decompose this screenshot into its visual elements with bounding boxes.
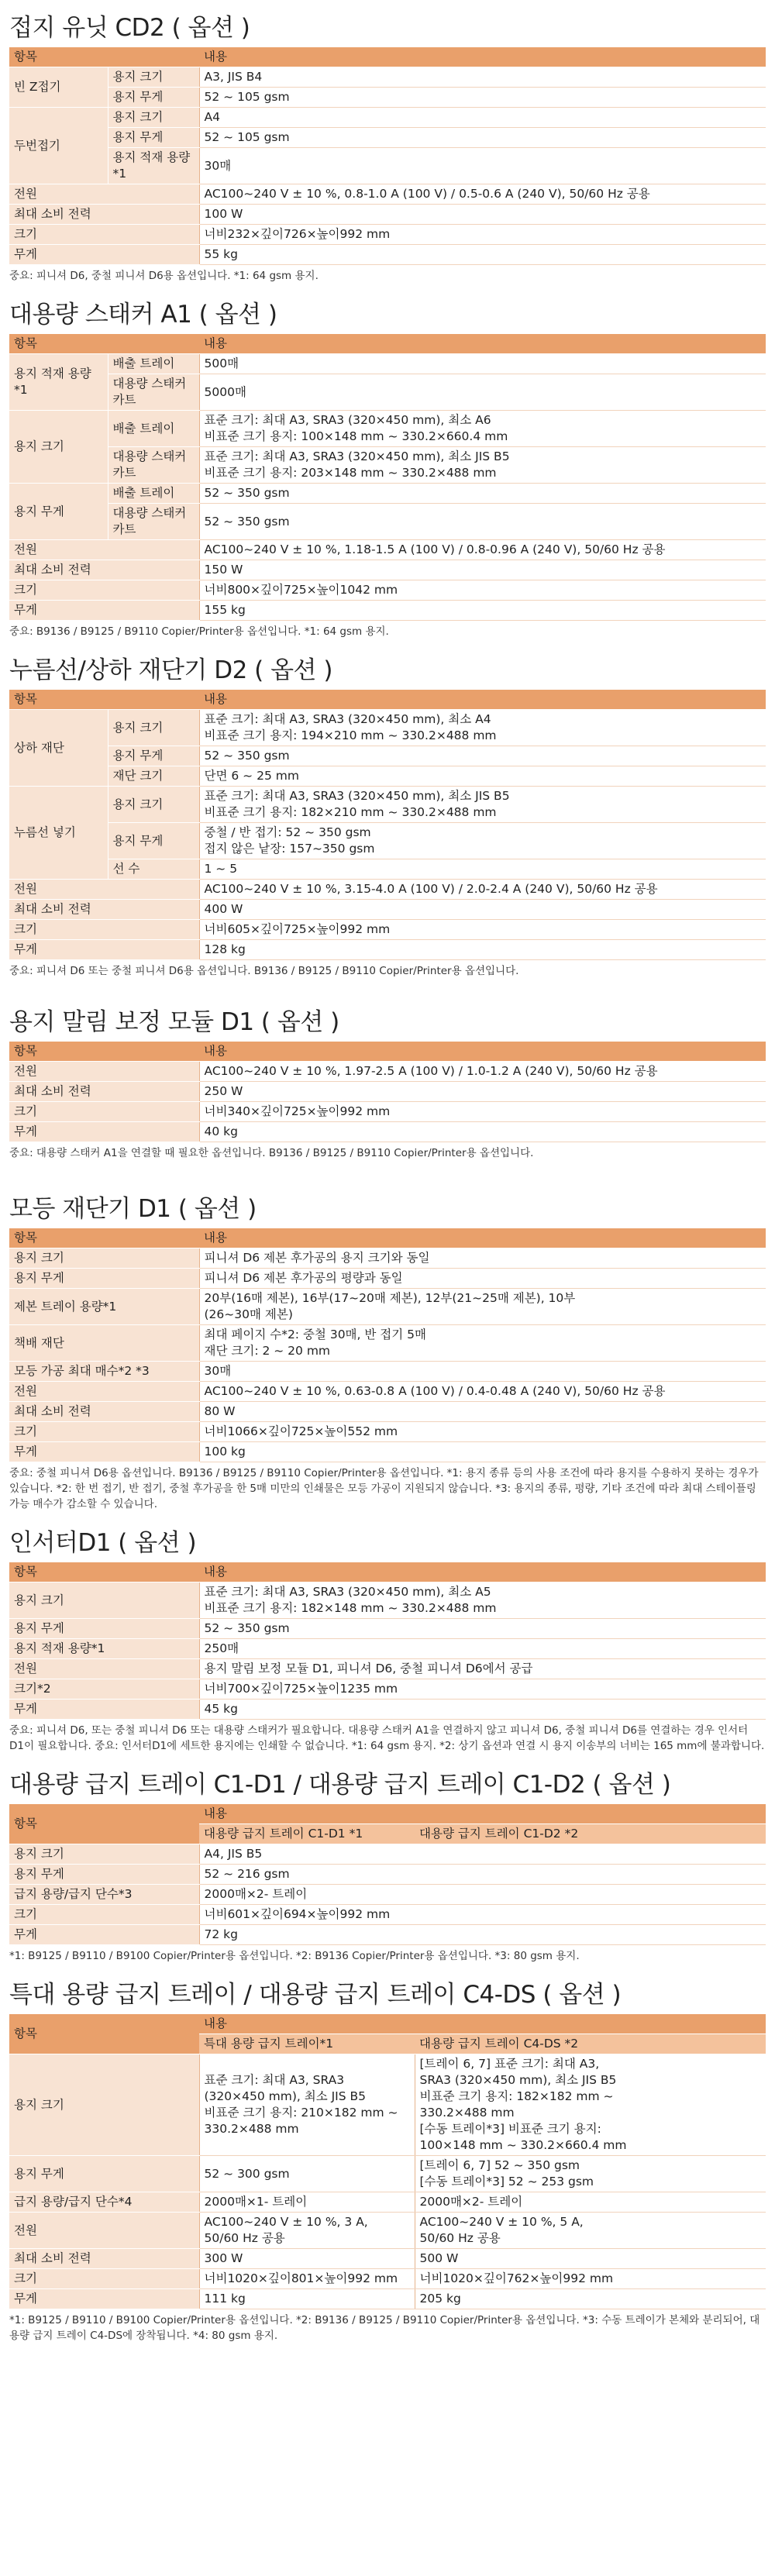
row-key: 대용량 스태커 카트: [108, 504, 199, 540]
section-decurler-d1: [9, 1002, 766, 1161]
table-row: [9, 2213, 766, 2249]
header-item: 항목: [9, 1562, 199, 1582]
table-row: [9, 1269, 766, 1289]
row-key: 대용량 스태커 카트: [108, 374, 199, 411]
table-row: [9, 1248, 766, 1269]
row-value: 용지 말림 보정 모듈 D1, 피니셔 D6, 중철 피니셔 D6에서 공급: [199, 1659, 766, 1679]
table-row: [9, 2269, 766, 2289]
table-row: [9, 2249, 766, 2269]
row-value: A4: [199, 108, 766, 128]
table-row: [9, 1289, 766, 1325]
row-value: 250 W: [199, 1082, 766, 1102]
row-group: 크기: [9, 920, 199, 940]
row-group: 무게: [9, 1925, 199, 1945]
table-header: [9, 690, 766, 710]
row-value: 250매: [199, 1639, 766, 1659]
row-group: 전원: [9, 1062, 199, 1082]
row-value: AC100~240 V ± 10 %, 1.97-2.5 A (100 V) / 1.0-1.2 A (240 V), 50/60 Hz 공용: [199, 1062, 766, 1082]
row-value: 표준 크기: 최대 A3, SRA3 (320×450 mm), 최소 JIS B5 비표준 크기 용지: 182×210 mm ~ 330.2×488 mm: [199, 787, 766, 823]
table-row: [9, 2054, 766, 2156]
row-group: 전원: [9, 1382, 199, 1402]
row-group: 최대 소비 전력: [9, 2249, 199, 2269]
table-row: [9, 2156, 766, 2192]
section-title: 접지 유닛 CD2 ( 옵션 ): [9, 14, 250, 42]
spec-table: [9, 1228, 766, 1462]
table-row: [9, 540, 766, 560]
row-value-a: 300 W: [199, 2249, 415, 2269]
header-item: 항목: [9, 1228, 199, 1248]
header-item: 항목: [9, 1042, 199, 1062]
row-group: 최대 소비 전력: [9, 1082, 199, 1102]
row-key: 재단 크기: [108, 766, 199, 787]
section-note: 중요: 피니셔 D6, 또는 중철 피니셔 D6 또는 대용량 스태커가 필요합니다. 대용량 스태커 A1을 연결하지 않고 피니셔 D6, 중철 피니셔 D6를 연결하는 경우 인서터 D1이 필요합니다. 중요: 인서터D1에 세트한 용지에는 인쇄할 수 없습니다. *1: 64 gsm 용지. *2: 상기 옵션과 연결 시 용지 이송부의 너비는 165 mm에 불과합니다.: [9, 1724, 765, 1752]
row-group: 제본 트레이 용량*1: [9, 1289, 199, 1325]
header-content: 내용: [199, 1804, 766, 1824]
row-value: 1 ~ 5: [199, 859, 766, 880]
row-value: 52 ~ 105 gsm: [199, 88, 766, 108]
row-value: 100 W: [199, 205, 766, 225]
row-group: 용지 무게: [9, 2156, 199, 2192]
row-value: 너비232×깊이726×높이992 mm: [199, 225, 766, 245]
table-row: [9, 1700, 766, 1720]
table-row: [9, 1442, 766, 1462]
table-row: [9, 900, 766, 920]
row-value-a: 52 ~ 300 gsm: [199, 2156, 415, 2192]
table-row: [9, 108, 766, 128]
row-value: AC100~240 V ± 10 %, 0.63-0.8 A (100 V) / 0.4-0.48 A (240 V), 50/60 Hz 공용: [199, 1382, 766, 1402]
row-value: 52 ~ 350 gsm: [199, 746, 766, 766]
row-value-a: 111 kg: [199, 2289, 415, 2309]
table-row: [9, 2192, 766, 2213]
section-title: 누름선/상하 재단기 D2 ( 옵션 ): [9, 656, 332, 684]
section-title: 대용량 급지 트레이 C1-D1 / 대용량 급지 트레이 C1-D2 ( 옵션 ): [9, 1771, 671, 1799]
table-row: [9, 504, 766, 540]
row-key: 배출 트레이: [108, 411, 199, 447]
row-value: 30매: [199, 1362, 766, 1382]
table-row: [9, 67, 766, 88]
table-row: [9, 766, 766, 787]
table-row: [9, 245, 766, 265]
header-item: 항목: [9, 334, 199, 354]
table-row: [9, 1639, 766, 1659]
row-group: 용지 적재 용량*1: [9, 1639, 199, 1659]
row-value: AC100~240 V ± 10 %, 0.8-1.0 A (100 V) / 0.5-0.6 A (240 V), 50/60 Hz 공용: [199, 184, 766, 205]
table-row: [9, 746, 766, 766]
row-group: 크기: [9, 225, 199, 245]
table-row: [9, 1582, 766, 1619]
table-row: [9, 1905, 766, 1925]
table-row: [9, 411, 766, 447]
table-row: [9, 920, 766, 940]
row-key: 용지 무게: [108, 823, 199, 859]
table-row: [9, 601, 766, 621]
row-value: AC100~240 V ± 10 %, 1.18-1.5 A (100 V) / 0.8-0.96 A (240 V), 50/60 Hz 공용: [199, 540, 766, 560]
row-value: 너비601×깊이694×높이992 mm: [199, 1905, 766, 1925]
row-value-b: 2000매×2- 트레이: [415, 2192, 766, 2213]
table-row: [9, 823, 766, 859]
table-row: [9, 2289, 766, 2309]
row-value: 5000매: [199, 374, 766, 411]
row-value: 150 W: [199, 560, 766, 580]
row-value-b: AC100~240 V ± 10 %, 5 A, 50/60 Hz 공용: [415, 2213, 766, 2249]
table-header: [9, 1042, 766, 1062]
header-content: 내용: [199, 1562, 766, 1582]
row-group: 모등 가공 최대 매수*2 *3: [9, 1362, 199, 1382]
table-row: [9, 205, 766, 225]
row-value: 표준 크기: 최대 A3, SRA3 (320×450 mm), 최소 JIS B5 비표준 크기 용지: 203×148 mm ~ 330.2×488 mm: [199, 447, 766, 484]
section-title: 모등 재단기 D1 ( 옵션 ): [9, 1195, 257, 1223]
row-value: 52 ~ 216 gsm: [199, 1865, 766, 1885]
row-value: AC100~240 V ± 10 %, 3.15-4.0 A (100 V) / 2.0-2.4 A (240 V), 50/60 Hz 공용: [199, 880, 766, 900]
table-row: [9, 1382, 766, 1402]
row-value: 너비800×깊이725×높이1042 mm: [199, 580, 766, 601]
row-value: 80 W: [199, 1402, 766, 1422]
table-header: [9, 47, 766, 67]
row-group: 용지 무게: [9, 1269, 199, 1289]
table-row: [9, 225, 766, 245]
table-row: [9, 859, 766, 880]
row-value: 표준 크기: 최대 A3, SRA3 (320×450 mm), 최소 A4 비표준 크기 용지: 194×210 mm ~ 330.2×488 mm: [199, 710, 766, 746]
row-group: 용지 적재 용량*1: [9, 354, 108, 411]
row-value: 100 kg: [199, 1442, 766, 1462]
row-value: 400 W: [199, 900, 766, 920]
table-row: [9, 1885, 766, 1905]
row-value: 155 kg: [199, 601, 766, 621]
section-title: 용지 말림 보정 모듈 D1 ( 옵션 ): [9, 1008, 339, 1036]
row-value: 52 ~ 350 gsm: [199, 484, 766, 504]
row-group: 용지 무게: [9, 484, 108, 540]
row-key: 용지 무게: [108, 128, 199, 148]
header-content: 내용: [199, 1228, 766, 1248]
table-row: [9, 1679, 766, 1700]
row-value-b: 너비1020×깊이762×높이992 mm: [415, 2269, 766, 2289]
row-group: 상하 재단: [9, 710, 108, 787]
table-row: [9, 1062, 766, 1082]
table-row: [9, 1325, 766, 1362]
table-row: [9, 484, 766, 504]
section-trimmer-d2: [9, 650, 766, 979]
table-row: [9, 354, 766, 374]
row-key: 배출 트레이: [108, 354, 199, 374]
row-group: 용지 무게: [9, 1619, 199, 1639]
table-row: [9, 1362, 766, 1382]
row-value: 최대 페이지 수*2: 중철 30매, 반 접기 5매 재단 크기: 2 ~ 20 mm: [199, 1325, 766, 1362]
row-group: 무게: [9, 1700, 199, 1720]
section-title: 대용량 스태커 A1 ( 옵션 ): [9, 301, 277, 329]
row-group: 책배 재단: [9, 1325, 199, 1362]
row-key: 용지 적재 용량*1: [108, 148, 199, 184]
spec-page: [0, 8, 775, 2344]
table-row: [9, 1422, 766, 1442]
section-folder-cd2: [9, 8, 766, 284]
row-group: 최대 소비 전력: [9, 205, 199, 225]
row-group: 용지 크기: [9, 1844, 199, 1865]
section-inserter-d1: [9, 1523, 766, 1754]
row-value-b: [트레이 6, 7] 52 ~ 350 gsm [수동 트레이*3] 52 ~ 253 gsm: [415, 2156, 766, 2192]
row-value: 단면 6 ~ 25 mm: [199, 766, 766, 787]
table-row: [9, 374, 766, 411]
row-value-a: 너비1020×깊이801×높이992 mm: [199, 2269, 415, 2289]
row-group: 급지 용량/급지 단수*3: [9, 1885, 199, 1905]
spec-table: [9, 690, 766, 960]
row-value-a: AC100~240 V ± 10 %, 3 A, 50/60 Hz 공용: [199, 2213, 415, 2249]
row-value: 표준 크기: 최대 A3, SRA3 (320×450 mm), 최소 A6 비표준 크기 용지: 100×148 mm ~ 330.2×660.4 mm: [199, 411, 766, 447]
table-row: [9, 88, 766, 108]
table-row: [9, 1659, 766, 1679]
row-group: 급지 용량/급지 단수*4: [9, 2192, 199, 2213]
table-row: [9, 1402, 766, 1422]
row-group: 크기: [9, 1422, 199, 1442]
row-group: 크기: [9, 1102, 199, 1122]
row-value: 500매: [199, 354, 766, 374]
row-group: 전원: [9, 880, 199, 900]
section-note: 중요: 대용량 스태커 A1을 연결할 때 필요한 옵션입니다. B9136 / B9125 / B9110 Copier/Printer용 옵션입니다.: [9, 1147, 534, 1159]
row-group: 최대 소비 전력: [9, 900, 199, 920]
row-value: 피니셔 D6 제본 후가공의 평량과 동일: [199, 1269, 766, 1289]
row-group: 무게: [9, 1122, 199, 1142]
row-value: 너비700×깊이725×높이1235 mm: [199, 1679, 766, 1700]
subheader-c4-ds: 대용량 급지 트레이 C4-DS *2: [415, 2034, 766, 2054]
row-group: 최대 소비 전력: [9, 560, 199, 580]
table-row: [9, 184, 766, 205]
section-oversized-hcf-c4: [9, 1975, 766, 2344]
row-value: 128 kg: [199, 940, 766, 960]
table-row: [9, 940, 766, 960]
subheader-oversized: 특대 용량 급지 트레이*1: [199, 2034, 415, 2054]
row-value: 피니셔 D6 제본 후가공의 용지 크기와 동일: [199, 1248, 766, 1269]
row-value: 72 kg: [199, 1925, 766, 1945]
row-group: 무게: [9, 601, 199, 621]
row-group: 무게: [9, 2289, 199, 2309]
row-key: 용지 크기: [108, 67, 199, 88]
header-item: 항목: [9, 47, 199, 67]
row-key: 대용량 스태커 카트: [108, 447, 199, 484]
row-group: 크기: [9, 2269, 199, 2289]
row-value: 20부(16매 제본), 16부(17~20매 제본), 12부(21~25매 제본), 10부 (26~30매 제본): [199, 1289, 766, 1325]
row-value: 45 kg: [199, 1700, 766, 1720]
row-key: 용지 크기: [108, 787, 199, 823]
row-value-a: 표준 크기: 최대 A3, SRA3 (320×450 mm), 최소 JIS B5 비표준 크기 용지: 210×182 mm ~ 330.2×488 mm: [199, 2054, 415, 2156]
header-content: 내용: [199, 2014, 766, 2034]
section-note: 중요: 피니셔 D6, 중철 피니셔 D6용 옵션입니다. *1: 64 gsm 용지.: [9, 270, 319, 282]
table-row: [9, 1082, 766, 1102]
table-row: [9, 1619, 766, 1639]
row-group: 무게: [9, 1442, 199, 1462]
table-header: [9, 334, 766, 354]
table-header: [9, 1562, 766, 1582]
table-row: [9, 710, 766, 746]
section-title: 인서터D1 ( 옵션 ): [9, 1529, 197, 1557]
table-header: [9, 2014, 766, 2034]
section-square-fold-d1: [9, 1189, 766, 1512]
row-value: A4, JIS B5: [199, 1844, 766, 1865]
row-key: 용지 크기: [108, 710, 199, 746]
row-key: 용지 크기: [108, 108, 199, 128]
row-group: 무게: [9, 940, 199, 960]
spec-table: [9, 2014, 766, 2309]
table-row: [9, 1844, 766, 1865]
row-group: 무게: [9, 245, 199, 265]
table-row: [9, 1925, 766, 1945]
row-value-b: 500 W: [415, 2249, 766, 2269]
section-note: 중요: B9136 / B9125 / B9110 Copier/Printer용 옵션입니다. *1: 64 gsm 용지.: [9, 625, 389, 638]
row-value-b: 205 kg: [415, 2289, 766, 2309]
table-row: [9, 1865, 766, 1885]
row-value: 중철 / 반 접기: 52 ~ 350 gsm 접지 않은 낱장: 157~350 gsm: [199, 823, 766, 859]
spec-table: [9, 47, 766, 265]
row-group: 크기: [9, 1905, 199, 1925]
section-hcf-c1: [9, 1765, 766, 1964]
spec-table: [9, 334, 766, 621]
table-row: [9, 128, 766, 148]
table-row: [9, 560, 766, 580]
row-group: 전원: [9, 1659, 199, 1679]
section-note: 중요: 중철 피니셔 D6용 옵션입니다. B9136 / B9125 / B9110 Copier/Printer용 옵션입니다. *1: 용지 종류 등의 사용 조건에 따라 용지를 수용하지 못하는 경우가있습니다. *2: 한 번 접기, 반 접기, 중철 후가공을 한 5매 미만의 인쇄물은 모등 가공이 지원되지 않습니다. *3: 용지의 종류, 평량, 기타 조건에 따라 최대 스테이플링 가능 매수가 감소할 수 있습니다.: [9, 1467, 759, 1510]
section-note: 중요: 피니셔 D6 또는 중철 피니셔 D6용 옵션입니다. B9136 / B9125 / B9110 Copier/Printer용 옵션입니다.: [9, 965, 519, 977]
table-row: [9, 880, 766, 900]
section-note: *1: B9125 / B9110 / B9100 Copier/Printer용 옵션입니다. *2: B9136 Copier/Printer용 옵션입니다. *3: 80 gsm 용지.: [9, 1950, 580, 1962]
row-key: 용지 무게: [108, 88, 199, 108]
row-value: 52 ~ 105 gsm: [199, 128, 766, 148]
row-value: 표준 크기: 최대 A3, SRA3 (320×450 mm), 최소 A5 비표준 크기 용지: 182×148 mm ~ 330.2×488 mm: [199, 1582, 766, 1619]
table-row: [9, 787, 766, 823]
row-group: 용지 크기: [9, 2054, 199, 2156]
row-group: 전원: [9, 540, 199, 560]
table-header: [9, 1228, 766, 1248]
spec-table: [9, 1042, 766, 1142]
table-row: [9, 580, 766, 601]
row-group: 전원: [9, 2213, 199, 2249]
row-value: 40 kg: [199, 1122, 766, 1142]
table-row: [9, 1122, 766, 1142]
table-header: [9, 1804, 766, 1824]
row-group: 최대 소비 전력: [9, 1402, 199, 1422]
row-group: 용지 크기: [9, 411, 108, 484]
row-value: 너비1066×깊이725×높이552 mm: [199, 1422, 766, 1442]
section-title: 특대 용량 급지 트레이 / 대용량 급지 트레이 C4-DS ( 옵션 ): [9, 1981, 622, 2009]
section-stacker-a1: [9, 294, 766, 639]
row-value: 30매: [199, 148, 766, 184]
header-content: 내용: [199, 1042, 766, 1062]
row-value: 너비340×깊이725×높이992 mm: [199, 1102, 766, 1122]
row-group: 빈 Z접기: [9, 67, 108, 108]
row-group: 용지 무게: [9, 1865, 199, 1885]
row-value-b: [트레이 6, 7] 표준 크기: 최대 A3, SRA3 (320×450 mm), 최소 JIS B5 비표준 크기 용지: 182×182 mm ~ 330.2×488 mm [수동 트레이*3] 비표준 크기 용지: 100×148 mm ~ 330.2×660.4 mm: [415, 2054, 766, 2156]
spec-table: [9, 1804, 766, 1945]
spec-table: [9, 1562, 766, 1720]
row-group: 누름선 넣기: [9, 787, 108, 880]
row-group: 용지 크기: [9, 1248, 199, 1269]
row-group: 용지 크기: [9, 1582, 199, 1619]
section-note: *1: B9125 / B9110 / B9100 Copier/Printer용 옵션입니다. *2: B9136 / B9125 / B9110 Copier/Printer용 옵션입니다. *3: 수동 트레이가 본체와 분리되어, 대용량 급지 트레이 C4-DS에 장착됩니다. *4: 80 gsm 용지.: [9, 2314, 760, 2342]
row-key: 배출 트레이: [108, 484, 199, 504]
subheader-c1-d1: 대용량 급지 트레이 C1-D1 *1: [199, 1824, 415, 1844]
subheader-c1-d2: 대용량 급지 트레이 C1-D2 *2: [415, 1824, 766, 1844]
table-row: [9, 148, 766, 184]
row-value: 55 kg: [199, 245, 766, 265]
header-item: 항목: [9, 2014, 199, 2054]
row-value: 52 ~ 350 gsm: [199, 504, 766, 540]
header-content: 내용: [199, 690, 766, 710]
table-row: [9, 447, 766, 484]
row-value-a: 2000매×1- 트레이: [199, 2192, 415, 2213]
row-value: 너비605×깊이725×높이992 mm: [199, 920, 766, 940]
row-value: 52 ~ 350 gsm: [199, 1619, 766, 1639]
row-value: A3, JIS B4: [199, 67, 766, 88]
row-group: 전원: [9, 184, 199, 205]
header-item: 항목: [9, 690, 199, 710]
row-group: 크기*2: [9, 1679, 199, 1700]
header-content: 내용: [199, 47, 766, 67]
header-item: 항목: [9, 1804, 199, 1844]
row-group: 크기: [9, 580, 199, 601]
table-row: [9, 1102, 766, 1122]
row-key: 선 수: [108, 859, 199, 880]
row-key: 용지 무게: [108, 746, 199, 766]
row-group: 두번접기: [9, 108, 108, 184]
header-content: 내용: [199, 334, 766, 354]
row-value: 2000매×2- 트레이: [199, 1885, 766, 1905]
